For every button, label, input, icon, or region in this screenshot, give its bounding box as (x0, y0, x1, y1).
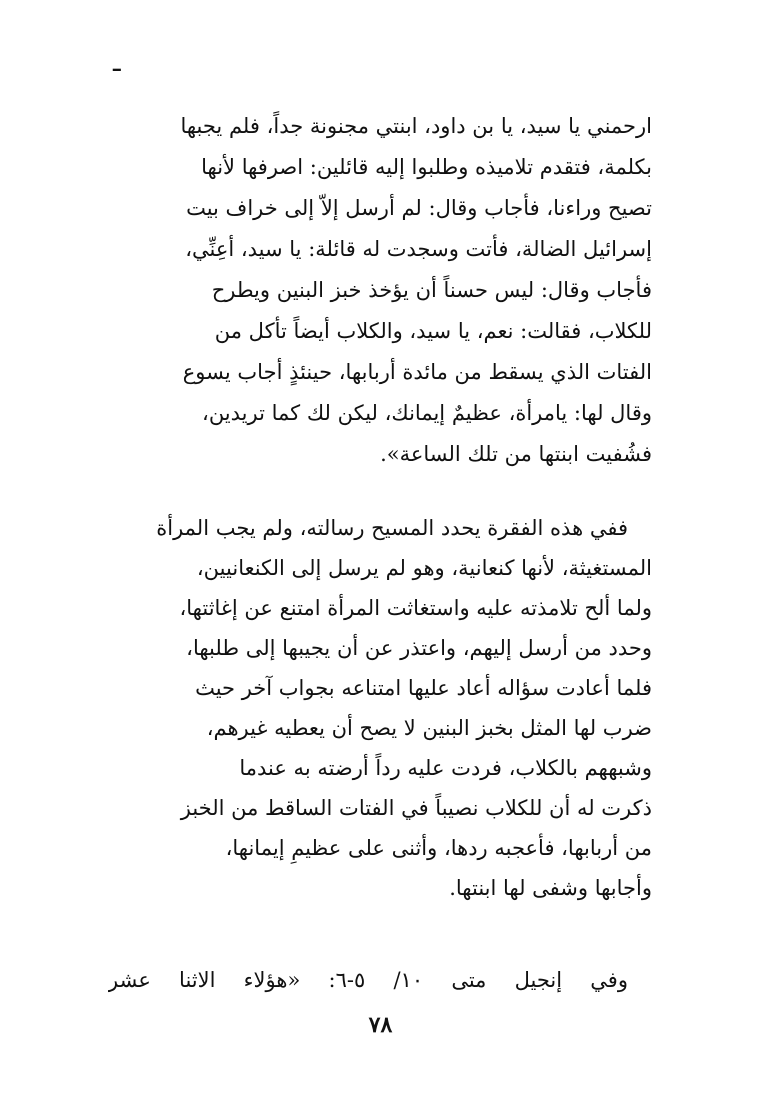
text-line: فلما أعادت سؤاله أعاد عليها امتناعه بجواب آخر حيث (195, 676, 652, 700)
paragraph-quote (108, 106, 652, 475)
text-line: ففي هذه الفقرة يحدد المسيح رسالته، ولم يجب المرأة (156, 516, 628, 540)
text-line: وقال لها: يامرأة، عظيمٌ إيمانك، ليكن لك كما تريدين، (202, 401, 652, 425)
text-line: فأجاب وقال: ليس حسناً أن يؤخذ خبز البنين ويطرح (211, 278, 652, 302)
text-line: من أربابها، فأعجبه ردها، وأثنى على عظيمِ إيمانها، (225, 836, 652, 860)
page-number: ٧٨ (368, 1012, 393, 1038)
paragraph-gospel-reference (108, 960, 652, 1000)
text-line: المستغيثة، لأنها كنعانية، وهو لم يرسل إلى الكنعانيين، (196, 556, 652, 580)
text-line: الفتات الذي يسقط من مائدة أربابها، حينئذٍ أجاب يسوع (182, 360, 652, 384)
text-line: وحدد من أرسل إليهم، واعتذر عن أن يجيبها إلى طلبها، (186, 636, 652, 660)
text-line: فشُفيت ابنتها من تلك الساعة». (380, 442, 652, 466)
text-line: ذكرت له أن للكلاب نصيباً في الفتات الساقط من الخبز (180, 796, 652, 820)
text-line: وأجابها وشفى لها ابنتها. (449, 876, 652, 900)
paragraph-commentary (108, 508, 652, 908)
text-line: بكلمة، فتقدم تلاميذه وطلبوا إليه قائلين: اصرفها لأنها (201, 155, 652, 179)
corner-mark: ـ (113, 48, 121, 78)
text-line: ولما ألح تلامذته عليه واستغاثت المرأة امتنع عن إغاثتها، (179, 596, 652, 620)
text-line: وفي إنجيل متى ١٠/ ٥-٦: «هؤلاء الاثنا عشر (108, 968, 628, 992)
text-line: وشبههم بالكلاب، فردت عليه رداً أرضته به عندما (239, 756, 652, 780)
text-line: ارحمني يا سيد، يا بن داود، ابنتي مجنونة جداً، فلم يجبها (180, 114, 652, 138)
text-line: للكلاب، فقالت: نعم، يا سيد، والكلاب أيضاً تأكل من (214, 319, 652, 343)
text-line: إسرائيل الضالة، فأتت وسجدت له قائلة: يا سيد، أعِنِّي، (185, 237, 652, 261)
text-line: ضرب لها المثل بخبز البنين لا يصح أن يعطيه غيرهم، (206, 716, 652, 740)
text-line: تصيح وراءنا، فأجاب وقال: لم أرسل إلاّ إلى خراف بيت (186, 196, 652, 220)
